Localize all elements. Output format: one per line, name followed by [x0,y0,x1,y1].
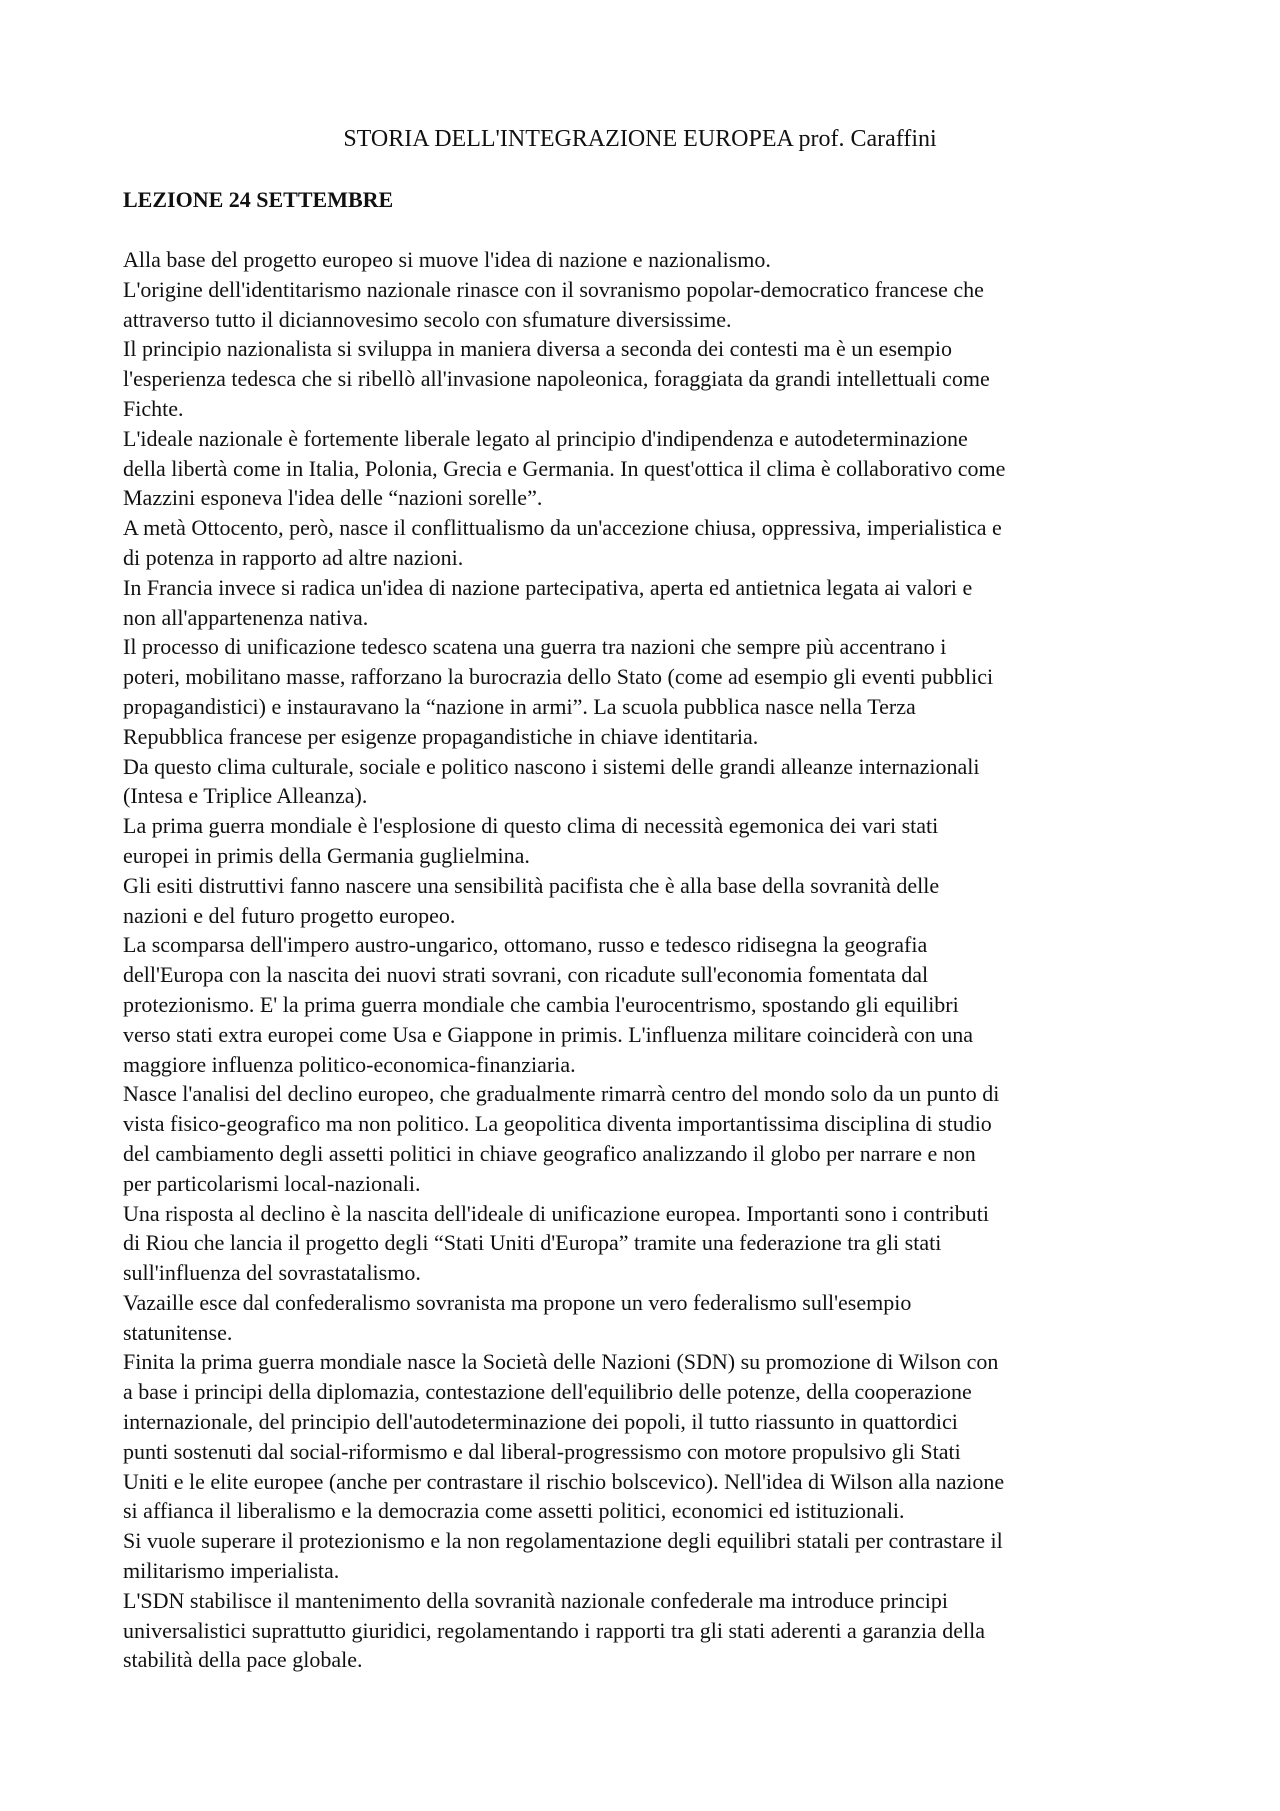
body-line: del cambiamento degli assetti politici in chiave geografico analizzando il globo per narrare e non [123,1140,976,1166]
body-line: attraverso tutto il diciannovesimo secolo con sfumature diversissime. [123,306,732,332]
body-line: statunitense. [123,1319,233,1345]
body-line: A metà Ottocento, però, nasce il conflittualismo da un'accezione chiusa, oppressiva, imperialistica e [123,515,1002,541]
body-line: di Riou che lancia il progetto degli “Stati Uniti d'Europa” tramite una federazione tra gli stati [123,1230,942,1256]
body-line: a base i principi della diplomazia, contestazione dell'equilibrio delle potenze, della cooperazione [123,1379,972,1405]
body-line: Il processo di unificazione tedesco scatena una guerra tra nazioni che sempre più accentrano i [123,634,947,660]
body-line: punti sostenuti dal social-riformismo e dal liberal-progressismo con motore propulsivo gli Stati [123,1438,961,1464]
body-line: universalistici suprattutto giuridici, regolamentando i rapporti tra gli stati aderenti a garanzia della [123,1617,985,1643]
body-line: di potenza in rapporto ad altre nazioni. [123,544,464,570]
body-line: sull'influenza del sovrastatalismo. [123,1260,421,1286]
body-line: Gli esiti distruttivi fanno nascere una sensibilità pacifista che è alla base della sovranità delle [123,872,940,898]
document-title: STORIA DELL'INTEGRAZIONE EUROPEA prof. Caraffini [343,126,937,152]
body-line: Alla base del progetto europeo si muove l'idea di nazione e nazionalismo. [123,247,771,272]
body-line: poteri, mobilitano masse, rafforzano la burocrazia dello Stato (come ad esempio gli eventi pubblici [123,664,994,690]
body-line: militarismo imperialista. [123,1558,340,1584]
body-line: maggiore influenza politico-economica-finanziaria. [123,1051,576,1077]
body-line: (Intesa e Triplice Alleanza). [123,783,368,809]
body-line: L'origine dell'identitarismo nazionale rinasce con il sovranismo popolar-democratico francese che [123,276,984,302]
body-line: Finita la prima guerra mondiale nasce la Società delle Nazioni (SDN) su promozione di Wilson con [123,1349,999,1375]
body-line: nazioni e del futuro progetto europeo. [123,902,456,928]
body-line: protezionismo. E' la prima guerra mondiale che cambia l'eurocentrismo, spostando gli equilibri [123,991,959,1017]
body-line: si affianca il liberalismo e la democrazia come assetti politici, economici ed istituzionali. [123,1498,905,1524]
body-line: Uniti e le elite europee (anche per contrastare il rischio bolscevico). Nell'idea di Wilson alla nazione [123,1468,1005,1494]
body-line: Una risposta al declino è la nascita dell'ideale di unificazione europea. Importanti sono i contributi [123,1200,989,1226]
body-line: propagandistici) e instauravano la “nazione in armi”. La scuola pubblica nasce nella Terza [123,693,916,719]
body-line: l'esperienza tedesca che si ribellò all'invasione napoleonica, foraggiata da grandi intellettuali come [123,366,990,392]
body-line: La prima guerra mondiale è l'esplosione di questo clima di necessità egemonica dei vari stati [123,813,939,839]
body-line: Si vuole superare il protezionismo e la non regolamentazione degli equilibri statali per contrastare il [123,1528,1003,1554]
body-line: dell'Europa con la nascita dei nuovi strati sovrani, con ricadute sull'economia fomentata dal [123,962,929,988]
document-body [123,245,1183,1675]
body-line: Nasce l'analisi del declino europeo, che gradualmente rimarrà centro del mondo solo da un punto di [123,1081,1000,1107]
body-line: Repubblica francese per esigenze propagandistiche in chiave identitaria. [123,723,759,749]
body-line: europei in primis della Germania guglielmina. [123,842,530,868]
body-line: L'ideale nazionale è fortemente liberale legato al principio d'indipendenza e autodeterminazione [123,425,968,451]
body-line: verso stati extra europei come Usa e Giappone in primis. L'influenza militare coinciderà con una [123,1021,974,1047]
body-line: stabilità della pace globale. [123,1647,363,1673]
body-line: internazionale, del principio dell'autodeterminazione dei popoli, il tutto riassunto in quattordici [123,1409,958,1435]
body-line: In Francia invece si radica un'idea di nazione partecipativa, aperta ed antietnica legata ai valori e [123,574,973,600]
body-line: Il principio nazionalista si sviluppa in maniera diversa a seconda dei contesti ma è un esempio [123,336,953,362]
body-line: per particolarismi local-nazionali. [123,1170,421,1196]
lesson-heading: LEZIONE 24 SETTEMBRE [123,187,394,212]
body-line: non all'appartenenza nativa. [123,604,369,630]
body-line: Vazaille esce dal confederalismo sovranista ma propone un vero federalismo sull'esempio [123,1289,912,1315]
body-line: Da questo clima culturale, sociale e politico nascono i sistemi delle grandi alleanze internazionali [123,753,980,779]
body-line: vista fisico-geografico ma non politico. La geopolitica diventa importantissima disciplina di studio [123,1111,992,1137]
body-line: Fichte. [123,395,184,421]
body-line: La scomparsa dell'impero austro-ungarico, ottomano, russo e tedesco ridisegna la geografia [123,932,928,958]
body-line: Mazzini esponeva l'idea delle “nazioni sorelle”. [123,485,543,511]
body-line: L'SDN stabilisce il mantenimento della sovranità nazionale confederale ma introduce principi [123,1587,949,1613]
body-line: della libertà come in Italia, Polonia, Grecia e Germania. In quest'ottica il clima è collaborativo come [123,455,1006,481]
